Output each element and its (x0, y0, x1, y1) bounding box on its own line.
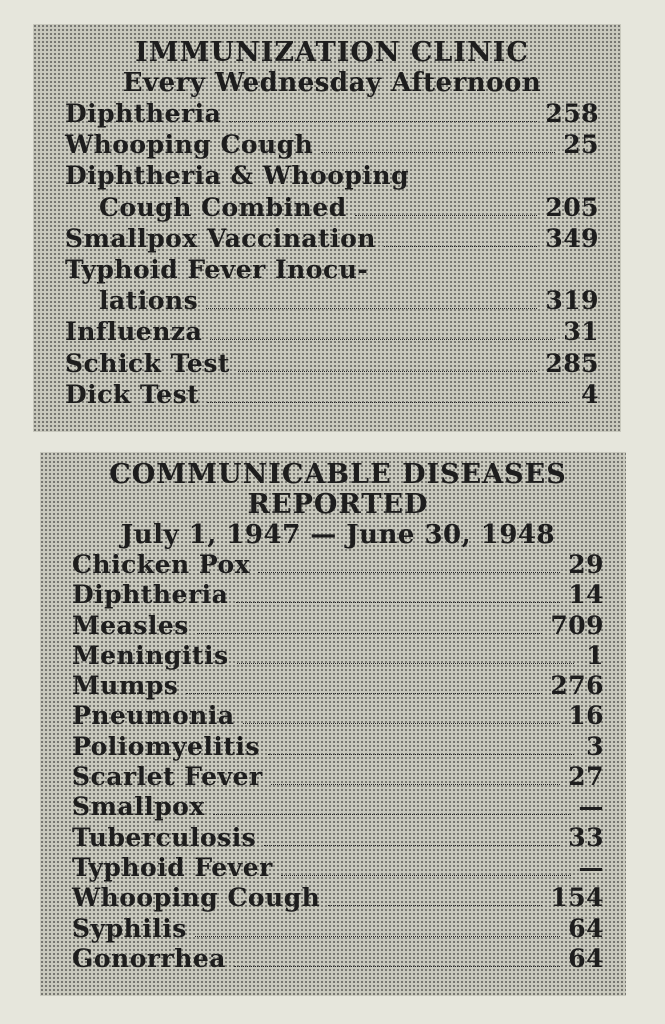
dot-leader (206, 308, 537, 309)
row-label: Cough Combined (99, 192, 347, 222)
row-value: 258 (545, 99, 599, 128)
communicable-diseases-table (40, 452, 626, 996)
row-label: Gonorrhea (72, 943, 226, 973)
disease-row (72, 792, 604, 822)
disease-row (72, 701, 604, 731)
disease-row (72, 671, 604, 701)
row-value: 319 (545, 286, 599, 316)
row-label: Meningitis (72, 640, 229, 670)
row-label: Poliomyelitis (72, 731, 260, 761)
dot-leader (195, 936, 560, 937)
immunization-row-smallpox-vaccination (65, 223, 599, 254)
disease-row (72, 914, 604, 944)
dot-leader (264, 845, 560, 846)
dot-leader (236, 602, 560, 603)
dot-leader (213, 814, 571, 815)
row-value: 4 (581, 379, 599, 409)
disease-row (72, 853, 604, 883)
disease-row (72, 641, 604, 671)
row-label: Scarlet Fever (72, 762, 263, 792)
disease-row (72, 732, 604, 762)
disease-row (72, 762, 604, 792)
immunization-row-schick-test (65, 348, 599, 379)
row-value: 33 (568, 822, 604, 852)
dot-leader (237, 663, 574, 664)
dot-leader (271, 784, 561, 785)
row-value: 25 (563, 130, 599, 160)
immunization-title: IMMUNIZATION CLINIC (135, 37, 529, 68)
row-label: Diphtheria (72, 580, 229, 610)
row-value: 709 (550, 610, 604, 640)
row-value: 285 (545, 348, 599, 378)
dot-leader (234, 966, 560, 967)
row-label: Mumps (72, 671, 179, 701)
row-label: Typhoid Fever (72, 852, 273, 882)
row-label: Dick Test (65, 379, 200, 409)
dot-leader (229, 121, 537, 122)
immunization-clinic-table (33, 24, 621, 432)
dot-leader (238, 371, 537, 372)
row-label: Smallpox Vaccination (65, 223, 376, 253)
row-label: Diphtheria (65, 99, 222, 128)
row-label: Chicken Pox (72, 550, 251, 579)
row-label-line1: Diphtheria & Whooping (65, 161, 410, 191)
row-value: 16 (568, 701, 604, 731)
immunization-row-combined (65, 192, 599, 223)
row-value: 31 (563, 317, 599, 347)
row-label: Pneumonia (72, 701, 235, 731)
row-label: Syphilis (72, 913, 187, 943)
dot-leader (207, 402, 569, 403)
dot-leader (384, 246, 537, 247)
dot-leader (281, 875, 571, 876)
row-value: 14 (568, 580, 604, 610)
dot-leader (210, 339, 555, 340)
dot-leader (197, 633, 542, 634)
row-value: 349 (545, 223, 599, 253)
disease-row (72, 611, 604, 641)
dot-leader (186, 693, 542, 694)
dot-leader (321, 152, 555, 153)
disease-row (72, 823, 604, 853)
immunization-row-influenza (65, 316, 599, 347)
row-label: Smallpox (72, 792, 205, 822)
row-label: lations (99, 286, 199, 316)
row-label: Whooping Cough (65, 130, 314, 160)
row-value: — (578, 792, 604, 822)
row-label: Schick Test (65, 348, 230, 378)
row-value: — (578, 852, 604, 882)
disease-row (72, 550, 604, 580)
row-value: 154 (550, 883, 604, 913)
communicable-date-range: July 1, 1947 — June 30, 1948 (120, 520, 556, 550)
row-label-line1: Typhoid Fever Inocu- (65, 254, 369, 284)
row-value: 205 (545, 192, 599, 222)
row-value: 29 (568, 550, 604, 579)
dot-leader (268, 754, 574, 755)
immunization-row-whooping-cough (65, 129, 599, 160)
disease-row (72, 580, 604, 610)
dot-leader (355, 215, 538, 216)
immunization-row-diphtheria (65, 98, 599, 129)
communicable-title-line1: COMMUNICABLE DISEASES (109, 459, 567, 490)
dot-leader (258, 572, 560, 573)
immunization-row-typhoid (65, 285, 599, 316)
row-value: 27 (568, 762, 604, 792)
row-label: Influenza (65, 317, 203, 347)
row-value: 276 (550, 671, 604, 701)
disease-list (72, 550, 604, 974)
row-label: Tuberculosis (72, 822, 257, 852)
immunization-row-dick-test (65, 379, 599, 410)
disease-row (72, 944, 604, 974)
row-value: 64 (568, 913, 604, 943)
row-value: 1 (586, 640, 604, 670)
row-label: Whooping Cough (72, 883, 321, 913)
immunization-subtitle: Every Wednesday Afternoon (122, 68, 542, 98)
dot-leader (328, 905, 542, 906)
row-value: 64 (568, 943, 604, 973)
row-label: Measles (72, 610, 189, 640)
dot-leader (243, 723, 561, 724)
row-value: 3 (586, 731, 604, 761)
disease-row (72, 883, 604, 913)
communicable-title-line2: REPORTED (247, 489, 429, 520)
